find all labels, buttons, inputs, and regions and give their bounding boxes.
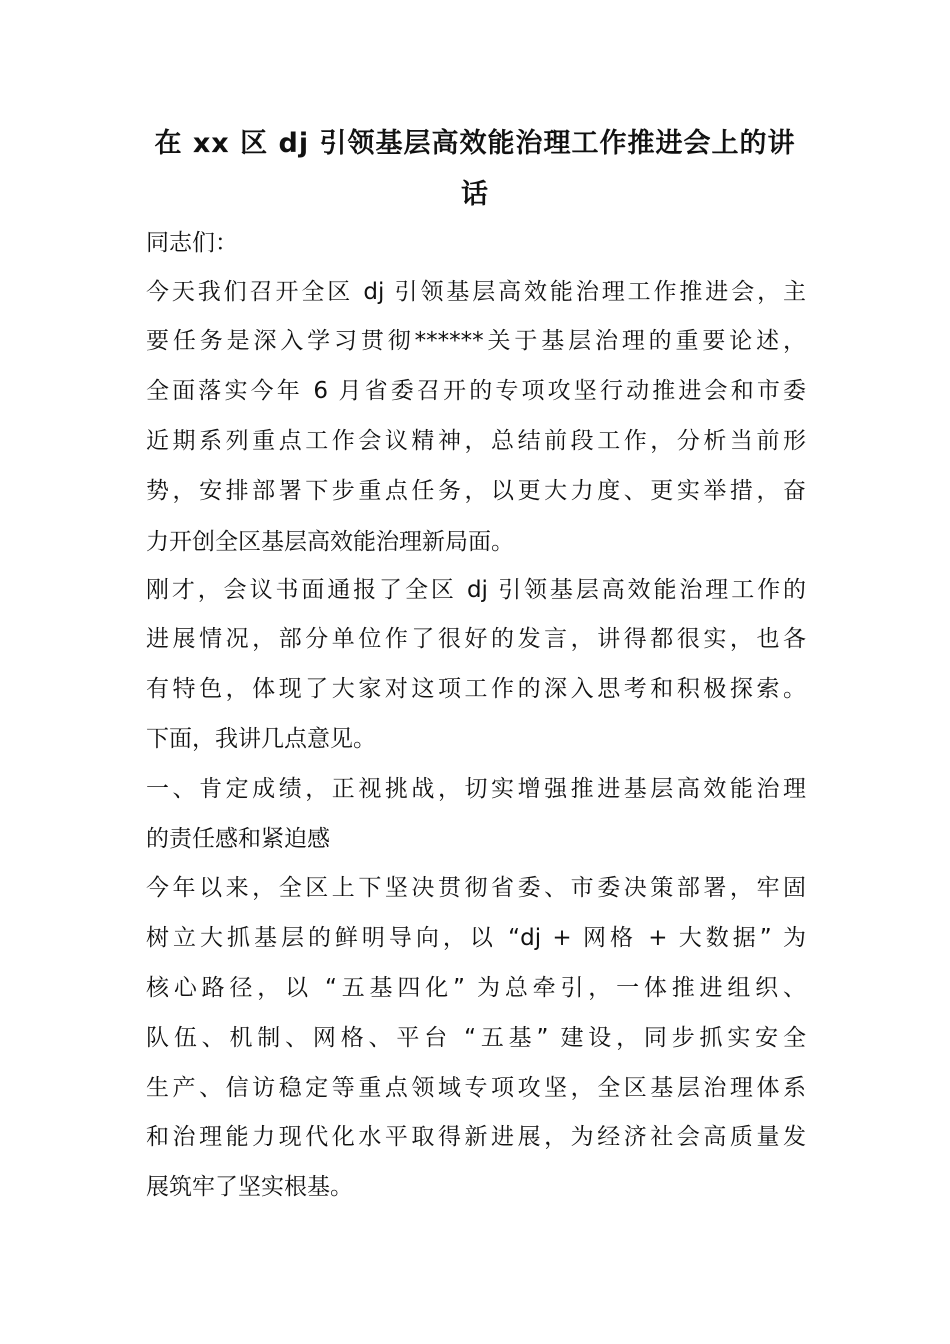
- paragraph-3-line-4: 队伍、机制、网格、平台 “五基” 建设，同步抓实安全: [146, 1025, 806, 1051]
- paragraph-2-line-2: 进展情况，部分单位作了很好的发言，讲得都很实，也各: [146, 626, 806, 652]
- paragraph-3-line-6: 和治理能力现代化水平取得新进展，为经济社会高质量发: [146, 1124, 806, 1150]
- salutation: 同志们：: [146, 230, 238, 256]
- paragraph-1-line-1: 今天我们召开全区 dj 引领基层高效能治理工作推进会，主: [146, 279, 806, 305]
- document-title-line-2: 话: [461, 179, 489, 210]
- paragraph-2-line-4: 下面，我讲几点意见。: [146, 726, 376, 752]
- paragraph-1-line-4: 近期系列重点工作会议精神，总结前段工作，分析当前形: [146, 428, 806, 454]
- paragraph-3-line-3: 核心路径，以 “五基四化” 为总牵引，一体推进组织、: [146, 975, 806, 1001]
- document-title-line-1: 在 xx 区 dj 引领基层高效能治理工作推进会上的讲: [154, 128, 796, 159]
- paragraph-1-line-6: 力开创全区基层高效能治理新局面。: [146, 529, 514, 555]
- paragraph-1-line-2: 要任务是深入学习贯彻******关于基层治理的重要论述，: [146, 328, 806, 354]
- paragraph-1-line-5: 势，安排部署下步重点任务，以更大力度、更实举措，奋: [146, 478, 806, 504]
- paragraph-3-line-2: 树立大抓基层的鲜明导向，以 “dj + 网格 + 大数据” 为: [146, 925, 806, 951]
- paragraph-2-line-1: 刚才，会议书面通报了全区 dj 引领基层高效能治理工作的: [146, 577, 806, 603]
- section-heading-1-line-1: 一、肯定成绩，正视挑战，切实增强推进基层高效能治理: [146, 776, 806, 802]
- paragraph-3-line-5: 生产、信访稳定等重点领域专项攻坚，全区基层治理体系: [146, 1075, 806, 1101]
- paragraph-3-line-7: 展筑牢了坚实根基。: [146, 1174, 353, 1200]
- paragraph-2-line-3: 有特色，体现了大家对这项工作的深入思考和积极探索。: [146, 676, 806, 702]
- section-heading-1-line-2: 的责任感和紧迫感: [146, 826, 330, 852]
- paragraph-3-line-1: 今年以来，全区上下坚决贯彻省委、市委决策部署，牢固: [146, 875, 806, 901]
- paragraph-1-line-3: 全面落实今年 6 月省委召开的专项攻坚行动推进会和市委: [146, 378, 806, 404]
